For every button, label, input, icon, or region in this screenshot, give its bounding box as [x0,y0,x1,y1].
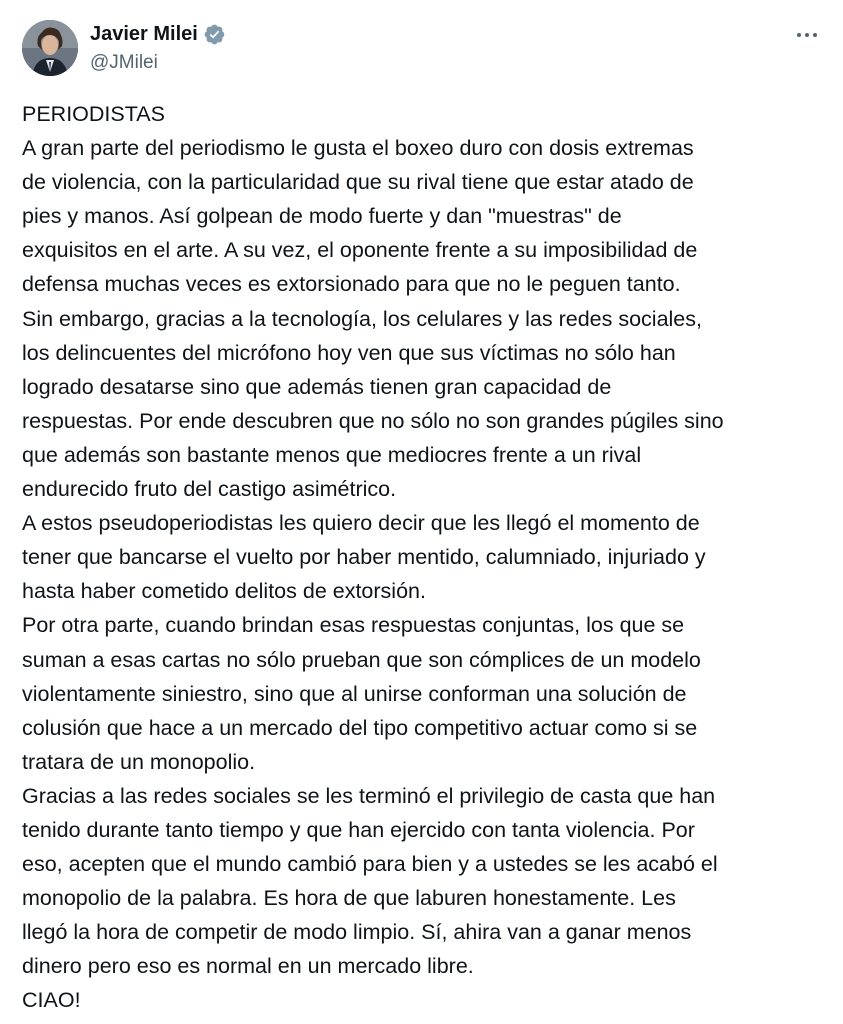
display-name[interactable]: Javier Milei [90,23,198,45]
tweet-line: defensa muchas veces es extorsionado para que no le peguen tanto. [22,272,681,297]
tweet-line: eso, acepten que el mundo cambió para bien y a ustedes se les acabó el [22,852,718,877]
tweet-line: violentamente siniestro, sino que al unirse conforman una solución de [22,681,687,706]
tweet-line: logrado desatarse sino que además tienen gran capacidad de [22,374,612,399]
tweet-line: Sin embargo, gracias a la tecnología, los celulares y las redes sociales, [22,306,702,331]
name-row [90,22,226,46]
user-info [90,22,226,75]
tweet-line: A estos pseudoperiodistas les quiero decir que les llegó el momento de [22,511,700,536]
more-options-icon[interactable] [793,25,821,45]
tweet-line: tratara de un monopolio. [22,749,256,774]
tweet-line: Por otra parte, cuando brindan esas respuestas conjuntas, los que se [22,613,685,638]
avatar[interactable] [22,20,78,76]
verified-badge-icon [203,23,226,46]
tweet-line: monopolio de la palabra. Es hora de que laburen honestamente. Les [22,886,676,911]
tweet-line: llegó la hora de competir de modo limpio. Sí, ahira van a ganar menos [22,920,692,945]
tweet-line: A gran parte del periodismo le gusta el boxeo duro con dosis extremas [22,136,694,161]
tweet-line: tener que bancarse el vuelto por haber mentido, calumniado, injuriado y [22,545,706,570]
tweet-line: exquisitos en el arte. A su vez, el oponente frente a su imposibilidad de [22,238,698,263]
tweet-line: hasta haber cometido delitos de extorsión. [22,579,426,604]
avatar-portrait [22,20,78,76]
tweet-line: colusión que hace a un mercado del tipo competitivo actuar como si se [22,715,698,740]
tweet-line: suman a esas cartas no sólo prueban que son cómplices de un modelo [22,647,701,672]
tweet-line: CIAO! [22,988,81,1013]
tweet-line: de violencia, con la particularidad que su rival tiene que estar atado de [22,170,694,195]
tweet-line: dinero pero eso es normal en un mercado libre. [22,954,474,979]
handle[interactable]: @JMilei [90,52,158,73]
tweet-line: que además son bastante menos que mediocres frente a un rival [22,442,642,467]
tweet-line: tenido durante tanto tiempo y que han ejercido con tanta violencia. Por [22,817,695,842]
tweet-text [22,97,827,1018]
tweet-line: respuestas. Por ende descubren que no sólo no son grandes púgiles sino [22,408,724,433]
tweet-line: los delincuentes del micrófono hoy ven que sus víctimas no sólo han [22,340,676,365]
tweet-line: PERIODISTAS [22,102,165,126]
tweet-line: endurecido fruto del castigo asimétrico. [22,477,397,502]
tweet-line: Gracias a las redes sociales se les terminó el privilegio de casta que han [22,783,716,808]
tweet-line: pies y manos. Así golpean de modo fuerte y dan "muestras" de [22,204,622,229]
